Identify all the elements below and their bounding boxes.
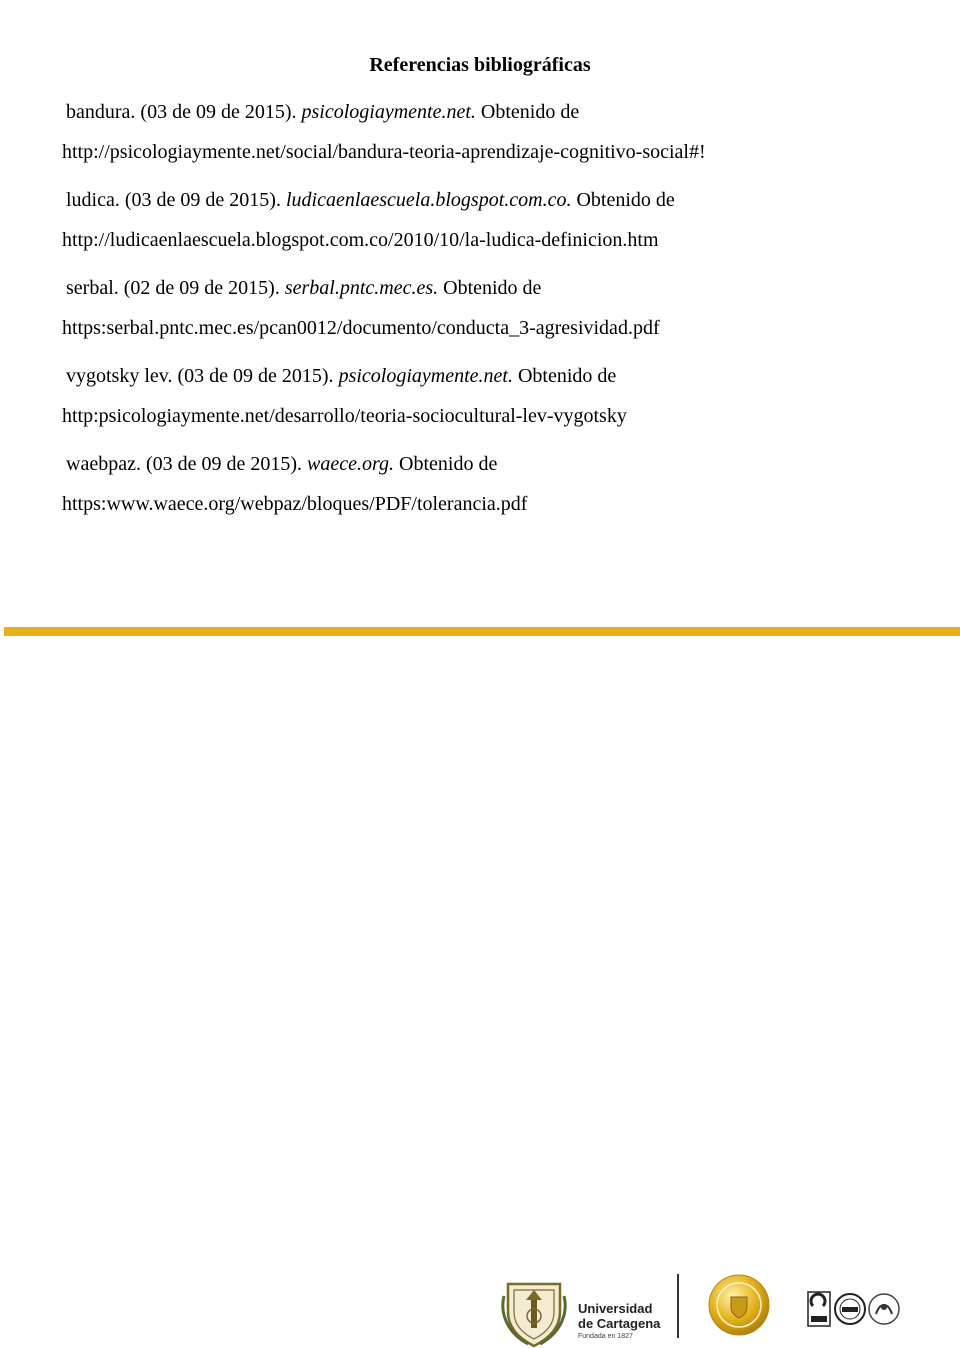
- reference-url: http://ludicaenlaescuela.blogspot.com.co/2010/10/la-ludica-definicion.htm: [62, 229, 659, 251]
- reference-citation: [62, 362, 942, 390]
- university-name: [578, 1302, 660, 1340]
- reference-citation: [62, 450, 942, 478]
- reference-item: [62, 450, 942, 518]
- reference-item: [62, 98, 942, 166]
- references-list: [62, 98, 942, 538]
- reference-author: bandura. (03 de 09 de 2015).: [66, 101, 302, 123]
- reference-obtained: Obtenido de: [438, 277, 542, 299]
- reference-citation: [62, 274, 942, 302]
- reference-author: waebpaz. (03 de 09 de 2015).: [66, 453, 308, 475]
- accreditation-seal-icon: [707, 1273, 771, 1337]
- reference-site: serbal.pntc.mec.es.: [284, 277, 439, 299]
- reference-url: http:psicologiaymente.net/desarrollo/teoria-sociocultural-lev-vygotsky: [62, 405, 627, 427]
- reference-obtained: Obtenido de: [571, 189, 675, 211]
- university-line-1: Universidad: [578, 1301, 653, 1316]
- reference-site: psicologiaymente.net.: [301, 101, 476, 123]
- reference-url: https:www.waece.org/webpaz/bloques/PDF/tolerancia.pdf: [62, 493, 528, 515]
- quality-certification-icons: [806, 1290, 902, 1330]
- university-line-2: de Cartagena: [578, 1316, 661, 1331]
- accent-bar: [4, 627, 960, 636]
- footer-divider: [677, 1274, 679, 1338]
- reference-url: https:serbal.pntc.mec.es/pcan0012/documento/conducta_3-agresividad.pdf: [62, 317, 660, 339]
- reference-site: waece.org.: [307, 453, 395, 475]
- reference-author: vygotsky lev. (03 de 09 de 2015).: [66, 365, 339, 387]
- university-crest-icon: [498, 1276, 570, 1348]
- reference-site: psicologiaymente.net.: [338, 365, 513, 387]
- reference-item: [62, 274, 942, 342]
- reference-site: ludicaenlaescuela.blogspot.com.co.: [285, 189, 572, 211]
- reference-url: http://psicologiaymente.net/social/bandura-teoria-aprendizaje-cognitivo-social#!: [62, 141, 706, 163]
- reference-author: serbal. (02 de 09 de 2015).: [66, 277, 285, 299]
- reference-author: ludica. (03 de 09 de 2015).: [66, 189, 286, 211]
- reference-citation: [62, 98, 942, 126]
- page-title: Referencias bibliográficas: [369, 54, 591, 76]
- reference-obtained: Obtenido de: [512, 365, 617, 387]
- footer: [0, 636, 960, 1340]
- reference-obtained: Obtenido de: [394, 453, 498, 475]
- university-founded: Fundada en 1827: [578, 1333, 633, 1340]
- reference-item: [62, 186, 942, 254]
- reference-obtained: Obtenido de: [475, 101, 580, 123]
- reference-citation: [62, 186, 942, 214]
- reference-item: [62, 362, 942, 430]
